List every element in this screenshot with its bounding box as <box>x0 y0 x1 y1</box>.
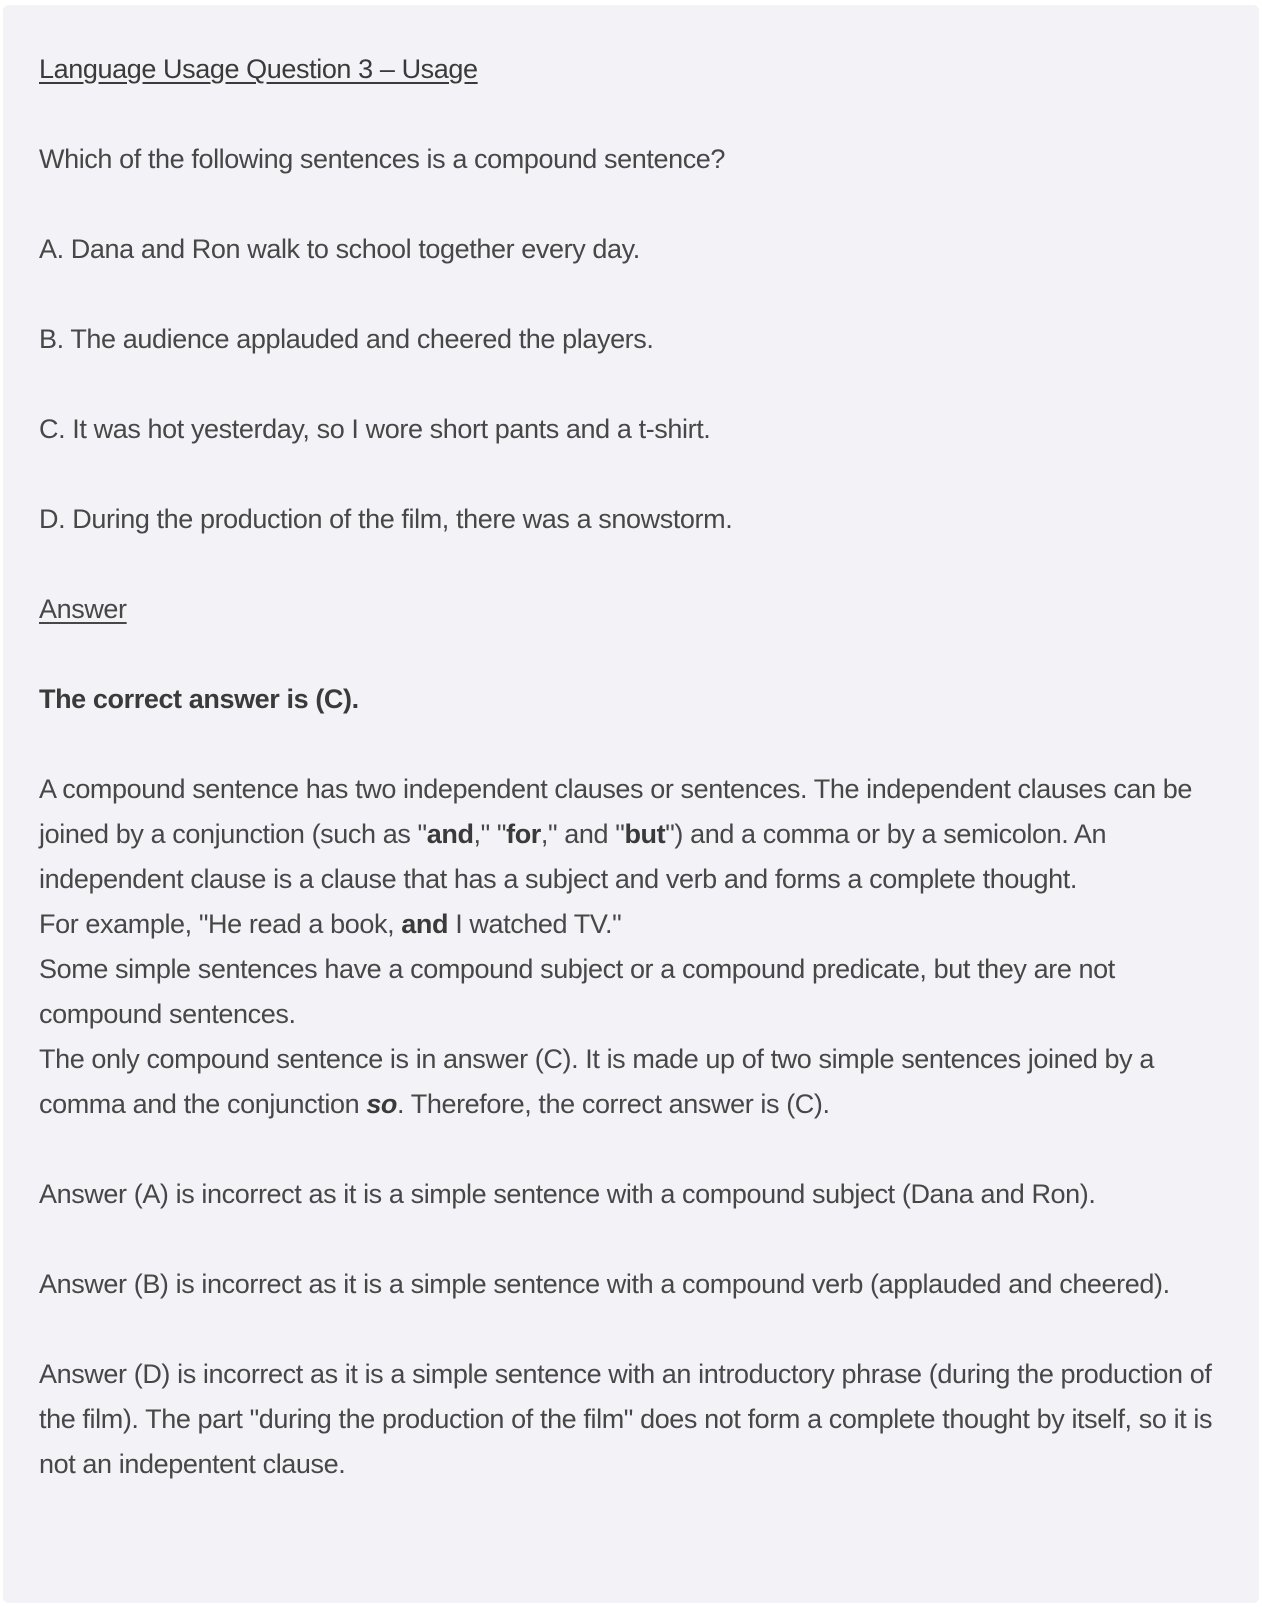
explanation-text: For example, "He read a book, <box>39 909 402 939</box>
explanation-text: The only compound sentence is in answer (C). It is made up of two simple sentences joined by a comma and the conjunction <box>39 1044 1154 1119</box>
explanation-text: I watched TV." <box>448 909 622 939</box>
question-heading: Language Usage Question 3 – Usage <box>39 54 478 84</box>
keyword-but: but <box>624 819 666 849</box>
explanation-text: A compound sentence has two independent clauses or sentences. The independent clauses can be joined by a conjunction (such as " <box>39 774 1193 849</box>
explanation-only-compound <box>39 1037 1223 1127</box>
option-b: B. The audience applauded and cheered the players. <box>39 324 654 354</box>
keyword-so: so <box>366 1089 398 1119</box>
explanation-text: ," " <box>473 819 507 849</box>
option-d: D. During the production of the film, there was a snowstorm. <box>39 504 733 534</box>
explanation-answer-b: Answer (B) is incorrect as it is a simple sentence with a compound verb (applauded and cheered). <box>39 1269 1170 1299</box>
explanation-text: ") and a comma or by a semicolon. An independent clause is a clause that has a subject and verb and forms a complete thought. <box>39 819 1107 894</box>
answer-label: Answer <box>39 594 127 624</box>
option-c: C. It was hot yesterday, so I wore short pants and a t-shirt. <box>39 414 711 444</box>
explanation-text: ," and " <box>540 819 625 849</box>
correct-answer: The correct answer is (C). <box>39 684 359 714</box>
explanation-answer-a: Answer (A) is incorrect as it is a simple sentence with a compound subject (Dana and Ron). <box>39 1179 1096 1209</box>
explanation-example <box>39 902 1223 947</box>
keyword-and: and <box>401 909 449 939</box>
keyword-and: and <box>426 819 474 849</box>
question-text: Which of the following sentences is a compound sentence? <box>39 144 726 174</box>
keyword-for: for <box>506 819 541 849</box>
explanation-answer-d: Answer (D) is incorrect as it is a simple sentence with an introductory phrase (during the production of the film). The part "during the production of the film" does not form a complete thought by itself, so it is not an indepentent clause. <box>39 1359 1213 1479</box>
explanation-text: . Therefore, the correct answer is (C). <box>397 1089 830 1119</box>
explanation-definition <box>39 767 1223 902</box>
option-a: A. Dana and Ron walk to school together every day. <box>39 234 640 264</box>
question-card <box>3 5 1259 1603</box>
explanation-simple-sentences: Some simple sentences have a compound subject or a compound predicate, but they are not compound sentences. <box>39 954 1115 1029</box>
